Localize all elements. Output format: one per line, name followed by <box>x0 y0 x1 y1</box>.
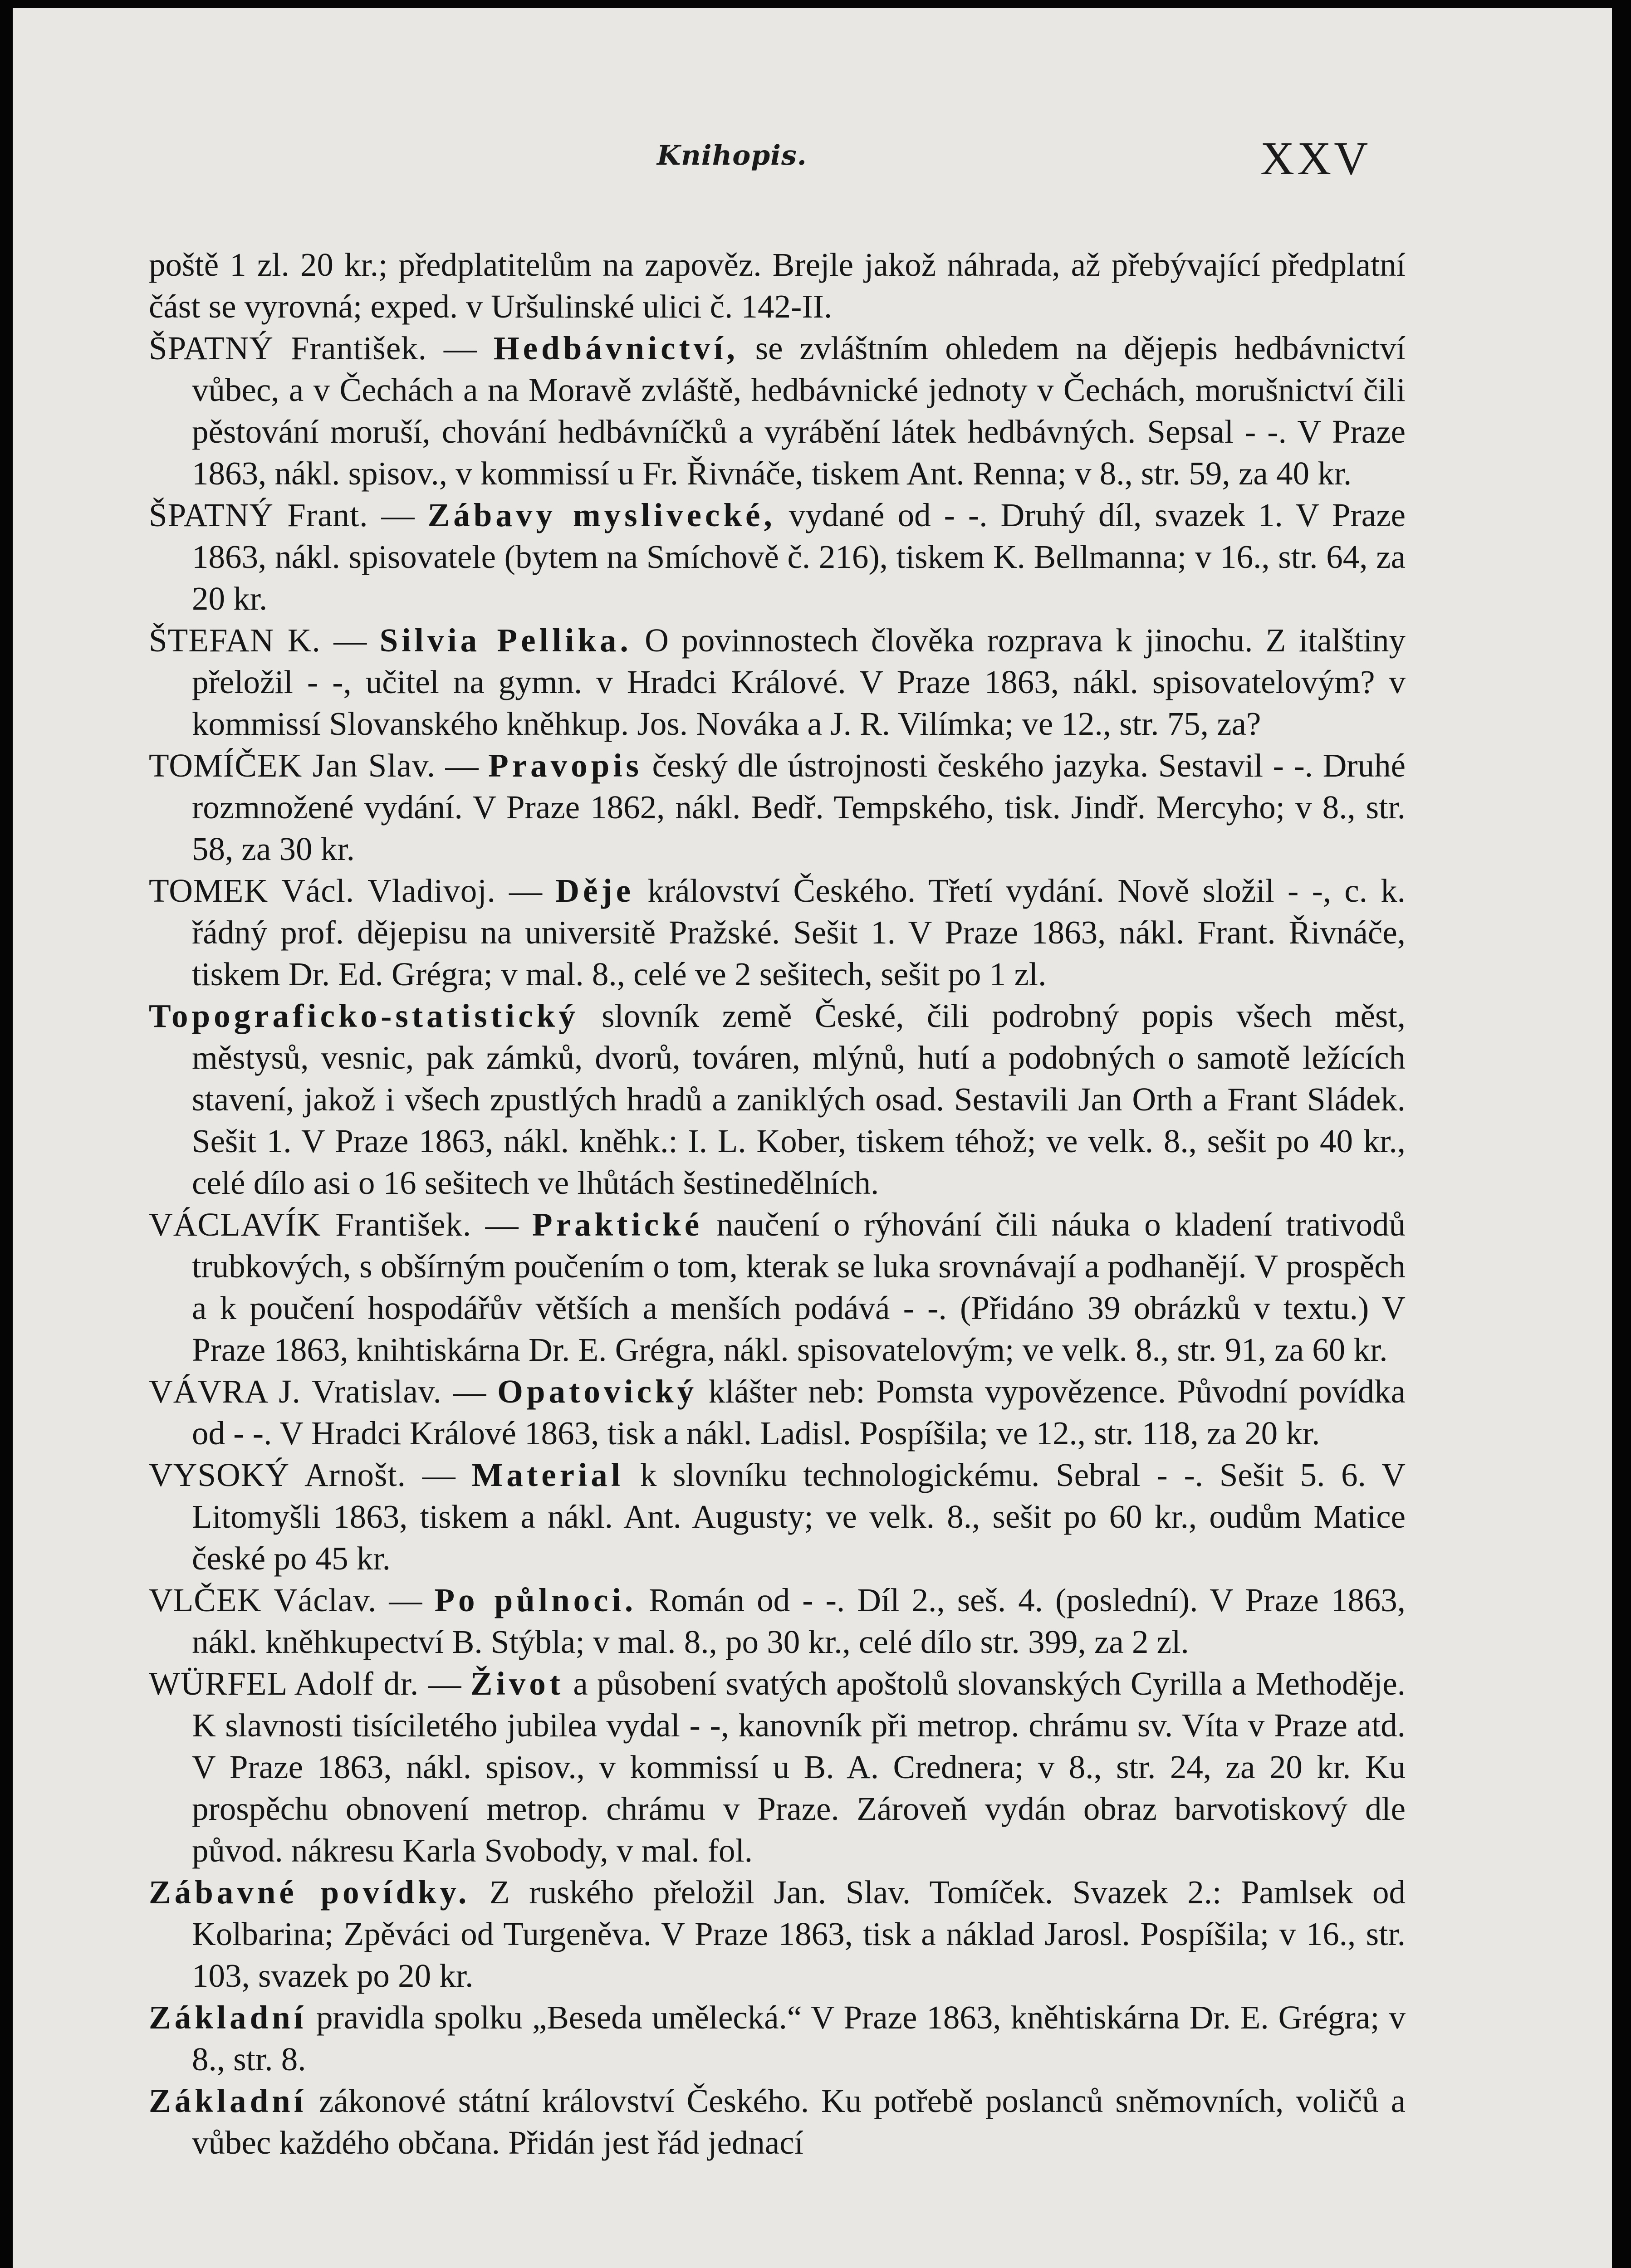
entry-text: klášter neb: Pomsta vypovězence. Původní povídka od - -. V Hradci Králové 1863, tisk a nákl. Ladisl. Pospíšila; ve 12., str. 118, za 20 kr. <box>192 1373 1406 1452</box>
entry-author: VLČEK Václav. <box>149 1582 377 1618</box>
bibliography-entry: VLČEK Václav. — Po půlnoci. Román od - -. Díl 2., seš. 4. (poslední). V Praze 1863, nákl. kněhkupectví B. Stýbla; v mal. 8., po 30 kr., celé dílo str. 399, za 2 zl. <box>149 1582 1406 1660</box>
entry-title: Zábavy myslivecké, <box>427 497 776 533</box>
bibliography-entry <box>149 244 1406 327</box>
bibliography-entry: VÁVRA J. Vratislav. — Opatovický klášter neb: Pomsta vypovězence. Původní povídka od - -. V Hradci Králové 1863, tisk a nákl. Ladisl. Pospíšila; ve 12., str. 118, za 20 kr. <box>149 1373 1406 1452</box>
entry-text: království Českého. Třetí vydání. Nově složil - -, c. k. řádný prof. dějepisu na universitě Pražské. Sešit 1. V Praze 1863, nákl. Frant. Řivnáče, tiskem Dr. Ed. Grégra; v mal. 8., celé ve 2 sešitech, sešit po 1 zl. <box>192 872 1406 992</box>
bibliography-body <box>149 244 1406 2164</box>
entry-author: VÁCLAVÍK František. <box>149 1206 472 1243</box>
bibliography-entry <box>149 995 1406 1204</box>
entry-author: VYSOKÝ Arnošt. <box>149 1457 406 1493</box>
page-header <box>13 132 1612 199</box>
entry-title: Děje <box>555 872 635 909</box>
entry-text: zákonové státní království Českého. Ku potřebě poslanců sněmovních, voličů a vůbec každého občana. Přidán jest řád jednací <box>192 2082 1406 2161</box>
entry-author: VÁVRA J. Vratislav. <box>149 1373 442 1410</box>
bibliography-entry <box>149 2080 1406 2164</box>
entry-title: Hedbávnictví, <box>493 330 739 367</box>
entry-title: Opatovický <box>497 1373 698 1410</box>
entry-title: Život <box>470 1665 564 1702</box>
entry-author: ŠPATNÝ František. <box>149 330 427 367</box>
entry-title: Základní <box>149 1999 307 2036</box>
entry-author: ŠPATNÝ Frant. <box>149 497 368 533</box>
bibliography-entry: TOMEK Václ. Vladivoj. — Děje království Českého. Třetí vydání. Nově složil - -, c. k. řádný prof. dějepisu na universitě Pražské. Sešit 1. V Praze 1863, nákl. Frant. Řivnáče, tiskem Dr. Ed. Grégra; v mal. 8., celé ve 2 sešitech, sešit po 1 zl. <box>149 872 1406 992</box>
entry-author: WÜRFEL Adolf dr. <box>149 1665 419 1702</box>
bibliography-entry: ŠTEFAN K. — Silvia Pellika. O povinnostech člověka rozprava k jinochu. Z italštiny přeložil - -, učitel na gymn. v Hradci Králové. V Praze 1863, nákl. spisovatelovým? v kommissí Slovanského kněhkup. Jos. Nováka a J. R. Vilímka; ve 12., str. 75, za? <box>149 622 1406 742</box>
entry-text: se zvláštním ohledem na dějepis hedbávnictví vůbec, a v Čechách a na Moravě zvláště, hedbávnické jednoty v Čechách, morušnictví čili pěstování moruší, chování hedbávníčků a vyrábění látek hedbávných. Sepsal - -. V Praze 1863, nákl. spisov., v kommissí u Fr. Řivnáče, tiskem Ant. Renna; v 8., str. 59, za 40 kr. <box>192 330 1406 492</box>
entry-author: TOMEK Václ. Vladivoj. <box>149 872 496 909</box>
entry-text: pravidla spolku „Beseda umělecká.“ V Praze 1863, kněhtiskárna Dr. E. Grégra; v 8., str. 8. <box>192 1999 1406 2077</box>
bibliography-entry: VÁCLAVÍK František. — Praktické naučení o rýhování čili náuka o kladení trativodů trubkových, s obšírným poučením o tom, kterak se luka srovnávají a podhanějí. V prospěch a k poučení hospodářův větších a menších podává - -. (Přidáno 39 obrázků v textu.) V Praze 1863, knihtiskárna Dr. E. Grégra, nákl. spisovatelovým; ve velk. 8., str. 91, za 60 kr. <box>149 1206 1406 1368</box>
entry-title: Topograficko-statistický <box>149 997 579 1034</box>
entry-text: Román od - -. Díl 2., seš. 4. (poslední). V Praze 1863, nákl. kněhkupectví B. Stýbla; v mal. 8., po 30 kr., celé dílo str. 399, za 2 zl. <box>192 1582 1406 1660</box>
entry-text: vydané od - -. Druhý díl, svazek 1. V Praze 1863, nákl. spisovatele (bytem na Smíchově č. 216), tiskem K. Bellmanna; v 16., str. 64, za 20 kr. <box>192 497 1406 617</box>
bibliography-entry: ŠPATNÝ Frant. — Zábavy myslivecké, vydané od - -. Druhý díl, svazek 1. V Praze 1863, nákl. spisovatele (bytem na Smíchově č. 216), tiskem K. Bellmanna; v 16., str. 64, za 20 kr. <box>149 497 1406 617</box>
bibliography-entry <box>149 1997 1406 2080</box>
entry-title: Zábavné povídky. <box>149 1874 470 1911</box>
entry-text: naučení o rýhování čili náuka o kladení trativodů trubkových, s obšírným poučením o tom, kterak se luka srovnávají a podhanějí. V prospěch a k poučení hospodářův větších a menších podává - -. (Přidáno 39 obrázků v textu.) V Praze 1863, knihtiskárna Dr. E. Grégra, nákl. spisovatelovým; ve velk. 8., str. 91, za 60 kr. <box>192 1206 1406 1368</box>
entry-title: Pravopis <box>488 747 642 784</box>
entry-title: Základní <box>149 2082 307 2119</box>
entry-title: Praktické <box>532 1206 703 1243</box>
entry-text: k slovníku technologickému. Sebral - -. Sešit 5. 6. V Litomyšli 1863, tiskem a nákl. Ant. Augusty; ve velk. 8., sešit po 60 kr., oudům Matice české po 45 kr. <box>192 1457 1406 1577</box>
entry-title: Silvia Pellika. <box>379 622 632 659</box>
bibliography-entry: VYSOKÝ Arnošt. — Material k slovníku technologickému. Sebral - -. Sešit 5. 6. V Litomyšli 1863, tiskem a nákl. Ant. Augusty; ve velk. 8., sešit po 60 kr., oudům Matice české po 45 kr. <box>149 1457 1406 1577</box>
entry-title: Material <box>471 1457 624 1493</box>
bibliography-entry: ŠPATNÝ František. — Hedbávnictví, se zvláštním ohledem na dějepis hedbávnictví vůbec, a v Čechách a na Moravě zvláště, hedbávnické jednoty v Čechách, morušnictví čili pěstování moruší, chování hedbávníčků a vyrábění látek hedbávných. Sepsal - -. V Praze 1863, nákl. spisov., v kommissí u Fr. Řivnáče, tiskem Ant. Renna; v 8., str. 59, za 40 kr. <box>149 330 1406 492</box>
entry-text: poště 1 zl. 20 kr.; předplatitelům na zapověz. Brejle jakož náhrada, až přebývající předplatní část se vyrovná; exped. v Uršulinské ulici č. 142-II. <box>149 246 1406 325</box>
entry-author: ŠTEFAN K. <box>149 622 321 659</box>
entry-title: Po půlnoci. <box>434 1582 637 1618</box>
bibliography-entry: TOMÍČEK Jan Slav. — Pravopis český dle ústrojnosti českého jazyka. Sestavil - -. Druhé rozmnožené vydání. V Praze 1862, nákl. Bedř. Tempského, tisk. Jindř. Mercyho; v 8., str. 58, za 30 kr. <box>149 747 1406 867</box>
bibliography-entry: WÜRFEL Adolf dr. — Život a působení svatých apoštolů slovanských Cyrilla a Methoděje. K slavnosti tisíciletého jubilea vydal - -, kanovník při metrop. chrámu sv. Víta v Praze atd. V Praze 1863, nákl. spisov., v kommissí u B. A. Crednera; v 8., str. 24, za 20 kr. Ku prospěchu obnovení metrop. chrámu v Praze. Zároveň vydán obraz barvotiskový dle původ. nákresu Karla Svobody, v mal. fol. <box>149 1665 1406 1869</box>
running-title: Knihopis. <box>657 140 807 171</box>
entry-text: Z ruského přeložil Jan. Slav. Tomíček. Svazek 2.: Pamlsek od Kolbarina; Zpěváci od Turgeněva. V Praze 1863, tisk a náklad Jarosl. Pospíšila; v 16., str. 103, svazek po 20 kr. <box>192 1874 1406 1994</box>
entry-text: český dle ústrojnosti českého jazyka. Sestavil - -. Druhé rozmnožené vydání. V Praze 1862, nákl. Bedř. Tempského, tisk. Jindř. Mercyho; v 8., str. 58, za 30 kr. <box>192 747 1406 867</box>
bibliography-entry <box>149 1872 1406 1997</box>
entry-text: a působení svatých apoštolů slovanských Cyrilla a Methoděje. K slavnosti tisíciletého jubilea vydal - -, kanovník při metrop. chrámu sv. Víta v Praze atd. V Praze 1863, nákl. spisov., v kommissí u B. A. Crednera; v 8., str. 24, za 20 kr. Ku prospěchu obnovení metrop. chrámu v Praze. Zároveň vydán obraz barvotiskový dle původ. nákresu Karla Svobody, v mal. fol. <box>192 1665 1406 1869</box>
entry-author: TOMÍČEK Jan Slav. <box>149 747 436 784</box>
entry-text: slovník země České, čili podrobný popis všech měst, městysů, vesnic, pak zámků, dvorů, továren, mlýnů, hutí a podobných o samotě ležících stavení, jakož i všech zpustlých hradů a zaniklých osad. Sestavili Jan Orth a Frant Sládek. Sešit 1. V Praze 1863, nákl. kněhk.: I. L. Kober, tiskem téhož; ve velk. 8., sešit po 40 kr., celé dílo asi o 16 sešitech ve lhůtách šestinedělních. <box>192 997 1406 1201</box>
scanned-page <box>13 8 1612 2268</box>
entry-text: O povinnostech člověka rozprava k jinochu. Z italštiny přeložil - -, učitel na gymn. v Hradci Králové. V Praze 1863, nákl. spisovatelovým? v kommissí Slovanského kněhkup. Jos. Nováka a J. R. Vilímka; ve 12., str. 75, za? <box>192 622 1406 742</box>
page-number: XXV <box>1260 132 1371 185</box>
